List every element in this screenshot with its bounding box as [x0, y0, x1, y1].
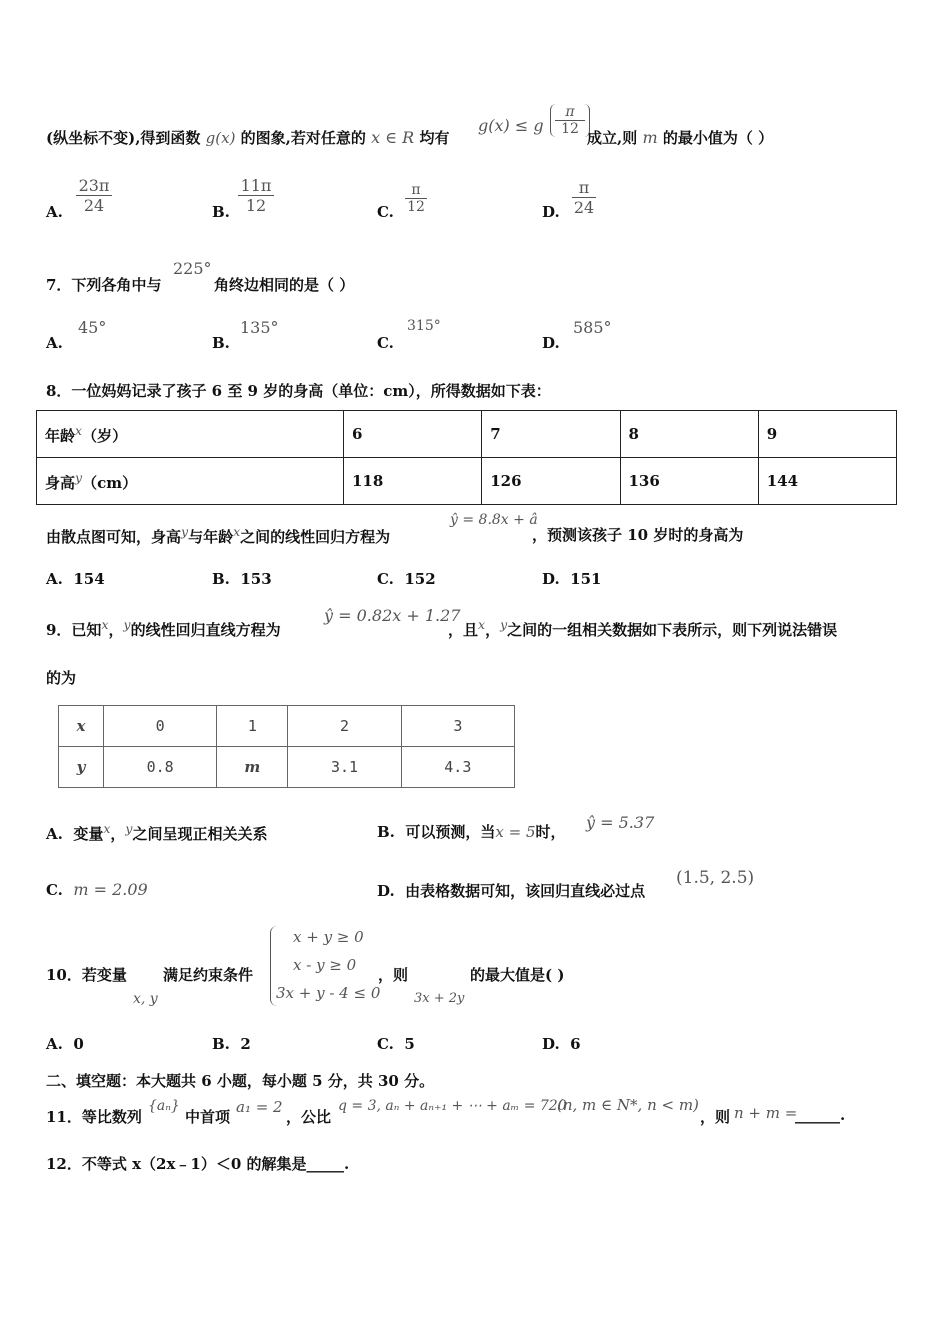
q8-option-d[interactable]: D. 151	[542, 570, 602, 588]
q8-equation: ŷ = 8.8x + â	[450, 512, 538, 528]
q6-gx: g(x)	[205, 129, 236, 147]
q9-option-b-value: ŷ = 5.37	[586, 813, 655, 832]
q10-option-a[interactable]: A. 0	[46, 1035, 84, 1053]
q11-ask: n + m =	[734, 1104, 798, 1122]
q8-predict-text: ，预测该孩子 10 岁时的身高为	[532, 526, 744, 544]
q8-height-cell: 126	[482, 458, 620, 505]
q6-mid1: 的图象,若对任意的	[240, 129, 366, 147]
q7-option-c-value: 315°	[407, 318, 441, 334]
q8-age-cell: 9	[758, 411, 896, 458]
q9-stem-b: ，且$^x$，$^y$之间的一组相关数据如下表所示，则下列说法错误	[448, 617, 838, 639]
table-row	[37, 458, 897, 505]
q8-option-a[interactable]: A. 154	[46, 570, 105, 588]
q9-stem-a: 9．已知$^x$，$^y$的线性回归直线方程为	[46, 617, 281, 639]
q11-mid3: ，则	[700, 1108, 731, 1126]
q9-x-cell: 0	[104, 706, 217, 747]
q6-option-a-frac: $\frac{23\pi}{24}$	[76, 176, 112, 215]
q6-fraction: $\frac{\pi}{12}$	[550, 104, 590, 137]
q9-y-cell: 4.3	[401, 747, 514, 788]
q7-option-b-label[interactable]: B.	[212, 334, 230, 352]
q8-height-cell: 118	[344, 458, 482, 505]
q6-mid2: 均有	[419, 129, 450, 147]
q9-data-table	[58, 705, 515, 788]
table-row	[37, 411, 897, 458]
q9-x-cell: 1	[217, 706, 288, 747]
q10-vars: x, y	[133, 991, 158, 1007]
q7-option-d-value: 585°	[573, 318, 612, 337]
q10-constraint-1: x + y ≥ 0	[293, 928, 364, 946]
q10-constraint-2: x - y ≥ 0	[293, 956, 357, 974]
q7-angle: 225°	[173, 259, 212, 278]
section-2-title: 二、填空题：本大题共 6 小题，每小题 5 分，共 30 分。	[46, 1072, 435, 1090]
q8-height-cell: 136	[620, 458, 758, 505]
q7-prefix: 7．下列各角中与	[46, 276, 162, 294]
q11-first: a₁ = 2	[236, 1098, 283, 1116]
q6-option-c-label[interactable]: C.	[377, 203, 394, 221]
q6-option-d-frac: $\frac{\pi}{24}$	[573, 178, 595, 217]
q11-cond: q = 3, aₙ + aₙ₊₁ + ⋯ + aₘ = 720	[338, 1098, 567, 1114]
q8-height-header: 身高$^y$（cm）	[37, 458, 344, 505]
q6-prefix: (纵坐标不变),得到函数	[46, 129, 201, 147]
table-row	[59, 747, 515, 788]
q9-y-header: y	[59, 747, 104, 788]
q6-m-var: m	[642, 128, 658, 147]
q11-blank[interactable]: ______.	[795, 1106, 846, 1124]
q11-domain: (n, m ∈ N*, n < m)	[557, 1096, 699, 1114]
q8-height-cell: 144	[758, 458, 896, 505]
q9-option-c[interactable]: C. m = 2.09	[46, 880, 148, 899]
q7-option-a-label[interactable]: A.	[46, 334, 63, 352]
q6-option-a-label[interactable]: A.	[46, 203, 63, 221]
q8-option-c[interactable]: C. 152	[377, 570, 436, 588]
q8-data-table	[36, 410, 897, 505]
q9-y-cell: 3.1	[288, 747, 401, 788]
q7-option-d-label[interactable]: D.	[542, 334, 560, 352]
q9-stem-c: 的为	[46, 669, 77, 687]
q6-line-end	[587, 127, 773, 148]
q9-x-cell: 2	[288, 706, 401, 747]
q6-line	[46, 127, 449, 148]
q9-option-d-point: (1.5, 2.5)	[676, 868, 755, 888]
q8-option-b[interactable]: B. 153	[212, 570, 272, 588]
q6-option-b-label[interactable]: B.	[212, 203, 230, 221]
q6-mid3: 成立,则	[587, 129, 638, 147]
q8-age-header: 年龄$^x$（岁）	[37, 411, 344, 458]
q9-equation: ŷ = 0.82x + 1.27	[324, 606, 461, 625]
q9-option-d[interactable]: D. 由表格数据可知，该回归直线必过点	[377, 882, 646, 900]
q6-inequality: g(x) ≤ g	[478, 116, 544, 135]
q8-age-cell: 6	[344, 411, 482, 458]
q10-option-c[interactable]: C. 5	[377, 1035, 415, 1053]
q9-x-cell: 3	[401, 706, 514, 747]
q8-age-cell: 7	[482, 411, 620, 458]
q10-suffix: 的最大值是( )	[470, 966, 565, 984]
q7-option-a-value: 45°	[78, 318, 107, 337]
q10-option-b[interactable]: B. 2	[212, 1035, 251, 1053]
q9-x-header: x	[59, 706, 104, 747]
q9-y-cell: m	[217, 747, 288, 788]
q8-stem: 8．一位妈妈记录了孩子 6 至 9 岁的身高（单位：cm），所得数据如下表：	[46, 382, 551, 400]
q11-seq: {aₙ}	[148, 1098, 180, 1114]
table-row	[59, 706, 515, 747]
q8-regression-line: 由散点图可知，身高$^y$与年龄$^x$之间的线性回归方程为	[46, 524, 391, 546]
q10-mid2: ，则	[378, 966, 409, 984]
q6-option-d-label[interactable]: D.	[542, 203, 560, 221]
q10-option-d[interactable]: D. 6	[542, 1035, 581, 1053]
q12-text: 12．不等式 x（2x﹣1）＜0 的解集是_____.	[46, 1155, 350, 1173]
q11-mid2: ，公比	[286, 1108, 332, 1126]
q9-option-b[interactable]: B. 可以预测，当x = 5时，	[377, 823, 566, 841]
q6-option-b-frac: $\frac{11\pi}{12}$	[238, 176, 274, 215]
q9-option-a[interactable]: A. 变量$^x$，$^y$之间呈现正相关关系	[46, 821, 268, 843]
q7-suffix: 角终边相同的是（ ）	[214, 276, 355, 294]
q8-age-cell: 8	[620, 411, 758, 458]
q6-suffix: 的最小值为（ ）	[662, 129, 774, 147]
q10-target: 3x + 2y	[414, 991, 465, 1006]
q11-mid: 中首项	[185, 1108, 231, 1126]
q10-mid: 满足约束条件	[163, 966, 254, 984]
q10-prefix: 10．若变量	[46, 966, 127, 984]
q11-prefix: 11．等比数列	[46, 1108, 142, 1126]
q10-constraint-3: 3x + y - 4 ≤ 0	[276, 984, 381, 1002]
q7-option-b-value: 135°	[240, 318, 279, 337]
q7-option-c-label[interactable]: C.	[377, 334, 394, 352]
q6-x-in-r: x ∈ R	[371, 128, 415, 147]
q6-option-c-frac: $\frac{\pi}{12}$	[405, 182, 427, 215]
q9-y-cell: 0.8	[104, 747, 217, 788]
q12-blank[interactable]: _____.	[306, 1155, 350, 1173]
